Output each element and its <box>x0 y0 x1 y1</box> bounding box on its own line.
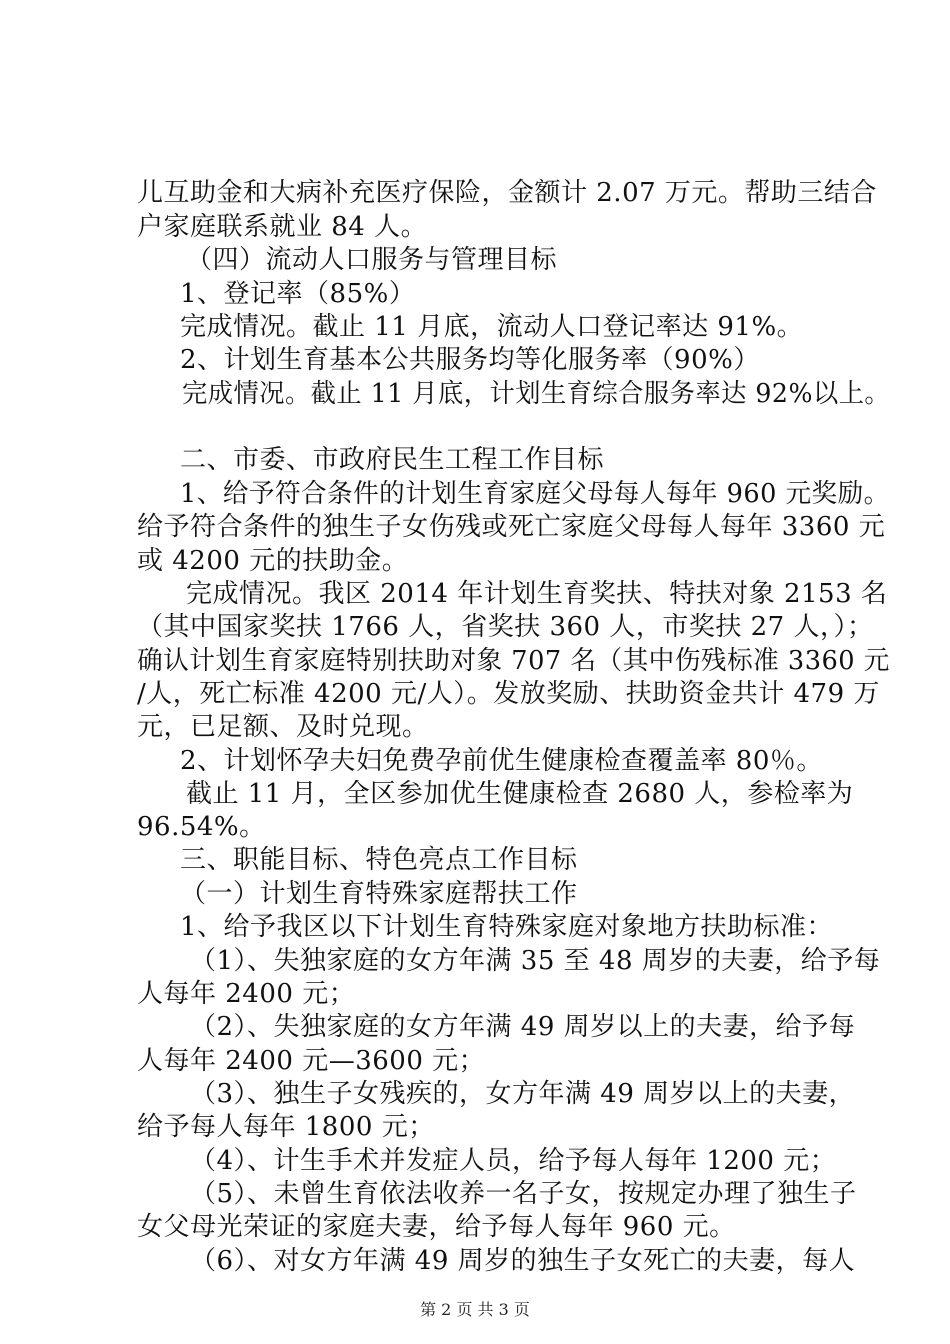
section-heading: （四）流动人口服务与管理目标 <box>186 245 558 275</box>
text-line: （1）、失独家庭的女方年满 35 至 48 周岁的夫妻，给予每 <box>190 946 881 976</box>
text-line: （其中国家奖扶 1766 人，省奖扶 360 人，市奖扶 27 人，）； <box>137 612 874 642</box>
text-line: 1、登记率（85%） <box>180 279 416 309</box>
text-line: （4）、计生手术并发症人员，给予每人每年 1200 元； <box>190 1146 837 1176</box>
section-heading: 二、市委、市政府民生工程工作目标 <box>180 445 605 475</box>
text-line: （6）、对女方年满 49 周岁的独生子女死亡的夫妻，每人 <box>190 1246 856 1276</box>
text-line: 人每年 2400 元； <box>137 979 356 1009</box>
page-number-footer: 第 2 页 共 3 页 <box>420 1300 530 1319</box>
text-line: 2、计划生育基本公共服务均等化服务率（90%） <box>180 345 760 375</box>
text-line: （3）、独生子女残疾的，女方年满 49 周岁以上的夫妻， <box>190 1079 856 1109</box>
section-heading: （一）计划生育特殊家庭帮扶工作 <box>180 879 578 909</box>
text-line: 完成情况。截止 11 月底，计划生育综合服务率达 92%以上。 <box>182 379 891 409</box>
text-line: 完成情况。我区 2014 年计划生育奖扶、特扶对象 2153 名 <box>186 579 888 609</box>
text-line: 儿互助金和大病补充医疗保险，金额计 2.07 万元。帮助三结合 <box>137 178 877 208</box>
text-line: 给予符合条件的独生子女伤残或死亡家庭父母每人每年 3360 元 <box>137 512 886 542</box>
text-line: /人，死亡标准 4200 元/人）。发放奖励、扶助资金共计 479 万 <box>137 679 880 709</box>
text-line: 元，已足额、及时兑现。 <box>137 712 429 742</box>
text-line: 96.54%。 <box>137 812 266 842</box>
text-line: 女父母光荣证的家庭夫妻，给予每人每年 960 元。 <box>137 1212 736 1242</box>
text-line: 确认计划生育家庭特别扶助对象 707 名（其中伤残标准 3360 元 <box>137 646 890 676</box>
text-line: 给予每人每年 1800 元； <box>137 1112 435 1142</box>
text-line: 完成情况。截止 11 月底，流动人口登记率达 91%。 <box>180 312 804 342</box>
text-line: （2）、失独家庭的女方年满 49 周岁以上的夫妻，给予每 <box>190 1012 856 1042</box>
text-line: 2、计划怀孕夫妇免费孕前优生健康检查覆盖率 80％。 <box>180 746 823 776</box>
section-heading: 三、职能目标、特色亮点工作目标 <box>180 845 578 875</box>
text-line: 或 4200 元的扶助金。 <box>137 546 409 576</box>
text-line: 户家庭联系就业 84 人。 <box>137 212 428 242</box>
text-line: 1、给予符合条件的计划生育家庭父母每人每年 960 元奖励。 <box>180 479 890 509</box>
text-line: 1、给予我区以下计划生育特殊家庭对象地方扶助标准： <box>180 912 834 942</box>
text-line: （5）、未曾生育依法收养一名子女，按规定办理了独生子 <box>190 1179 857 1209</box>
text-line: 人每年 2400 元—3600 元； <box>137 1046 486 1076</box>
text-line: 截止 11 月，全区参加优生健康检查 2680 人，参检率为 <box>186 779 854 809</box>
